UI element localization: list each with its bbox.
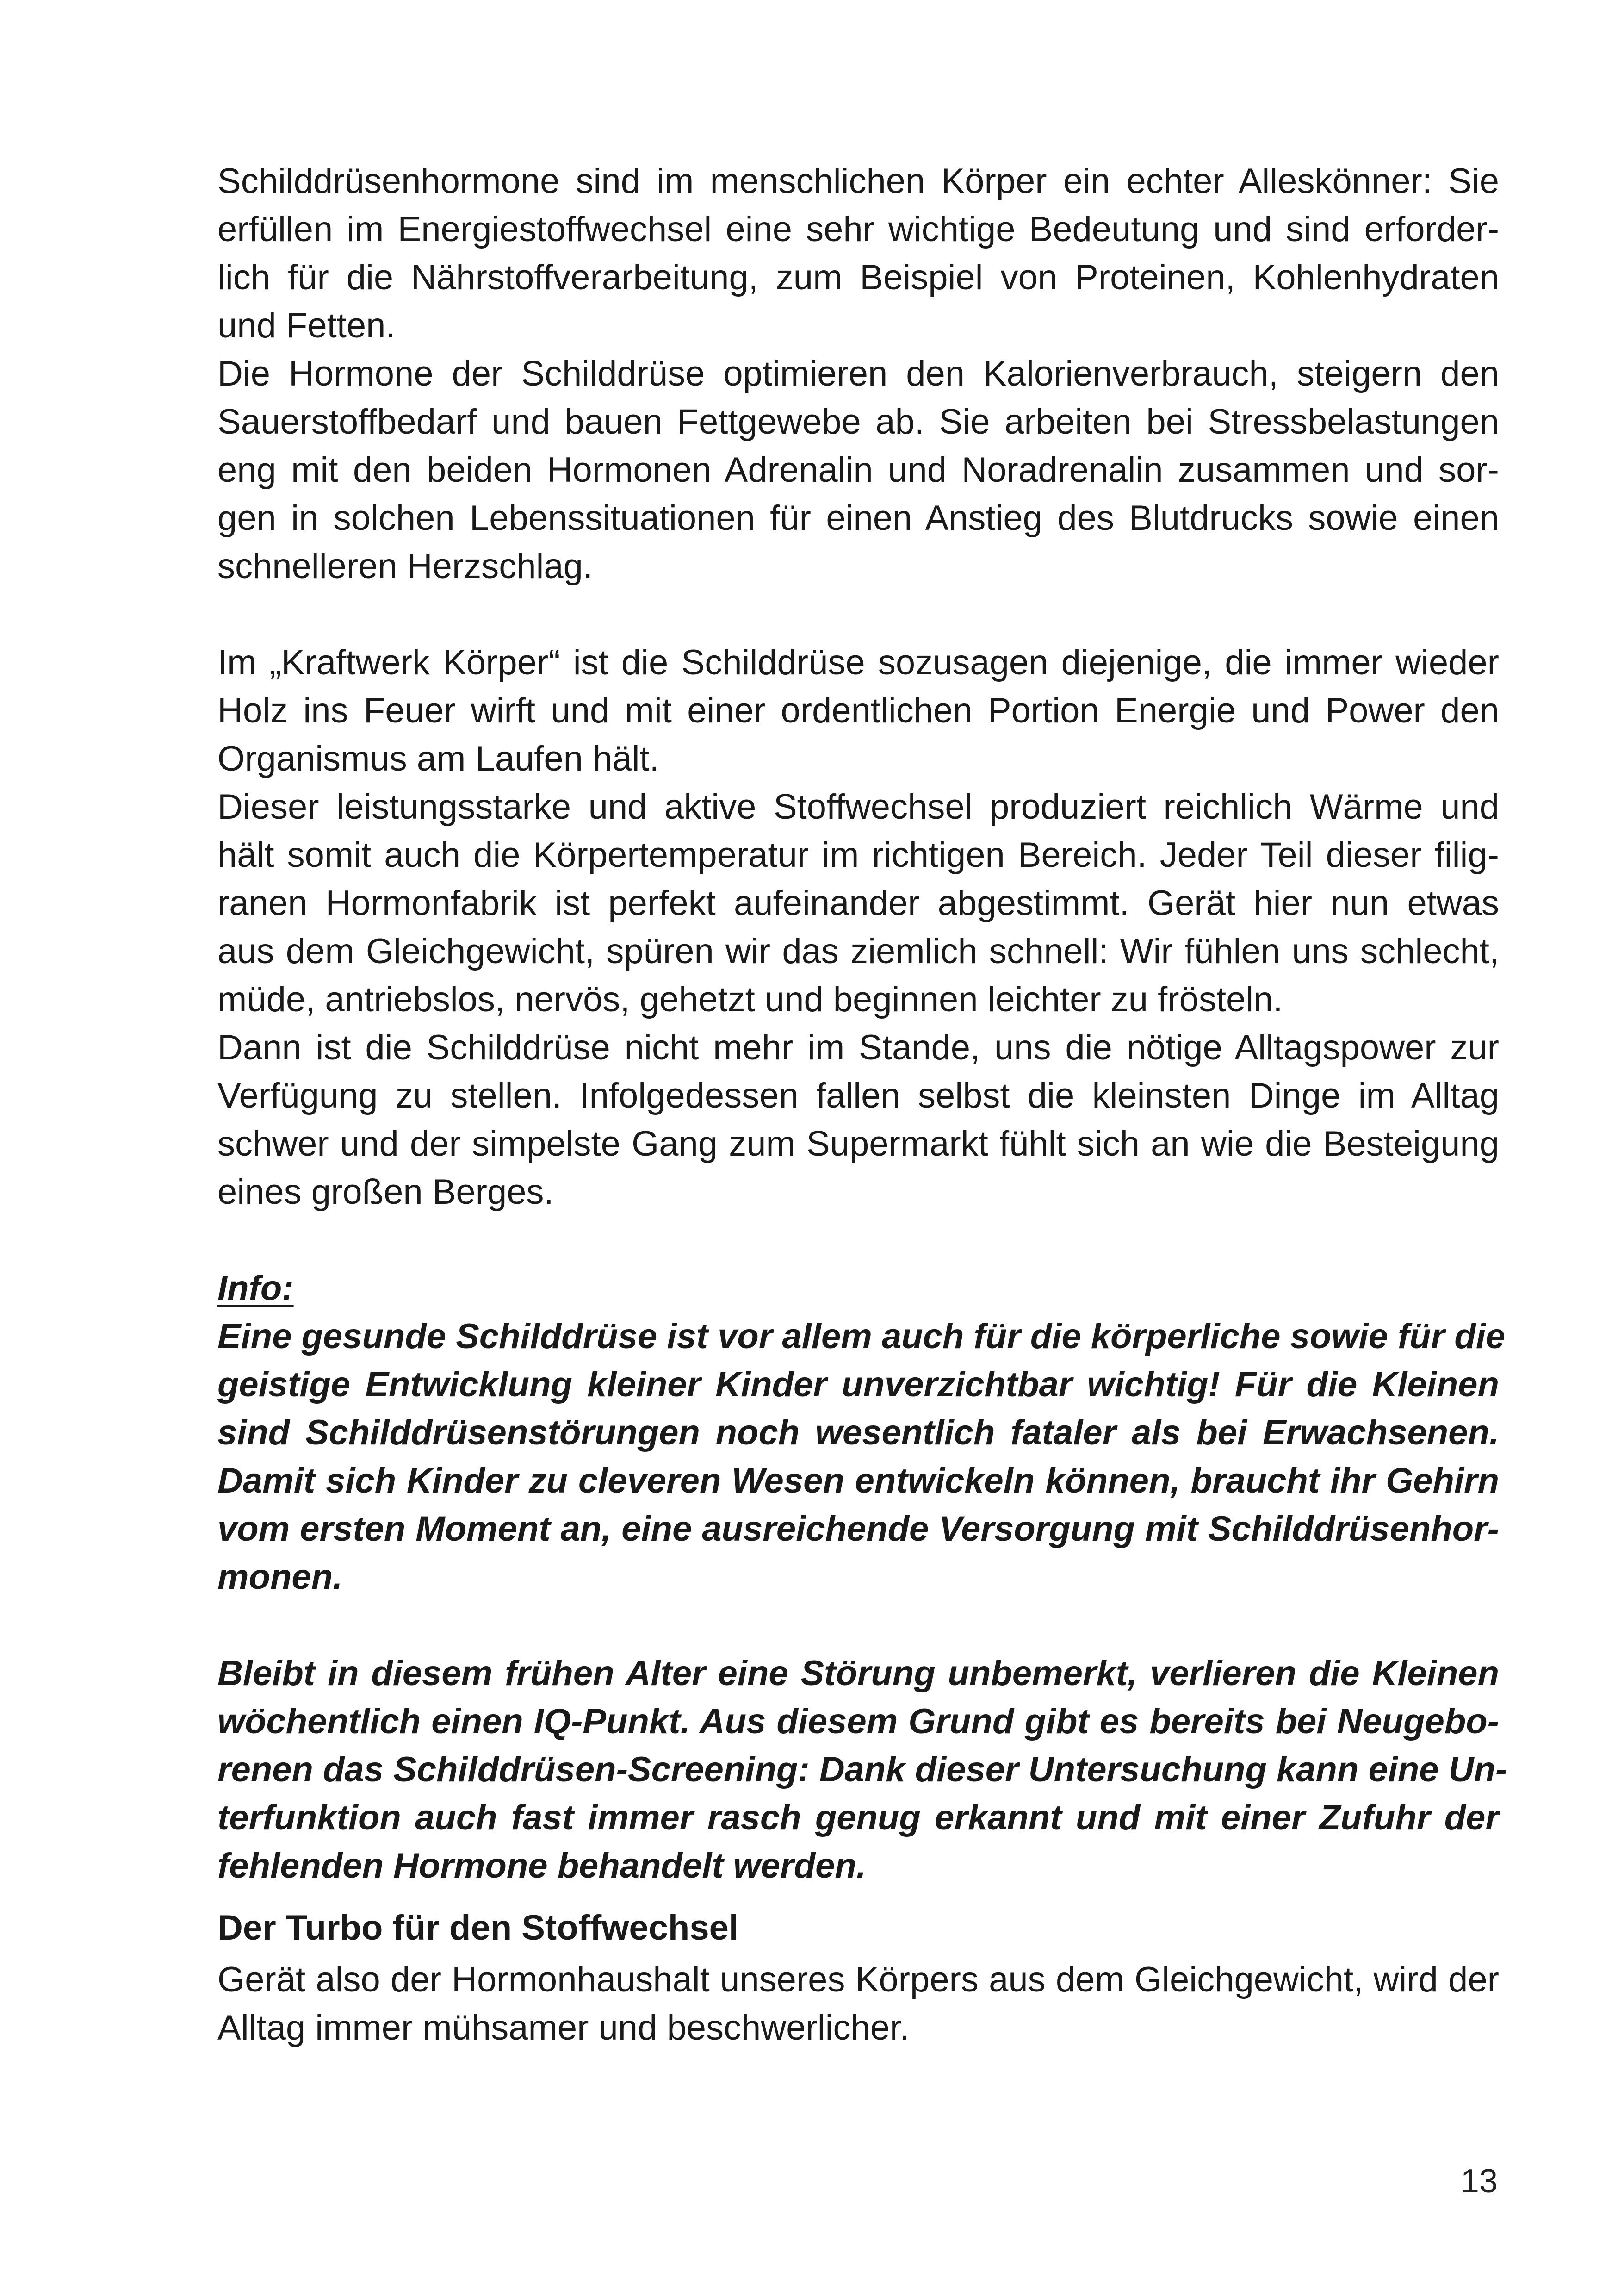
text-line: Schilddrüsenhormone sind im menschlichen Körper ein echter Alleskönner: Sie	[217, 162, 1499, 201]
text-line: renen das Schilddrüsen-Screening: Dank dieser Untersuchung kann eine Un-	[217, 1750, 1507, 1789]
text-line: Holz ins Feuer wirft und mit einer ordentlichen Portion Energie und Power den	[217, 691, 1499, 730]
page-number: 13	[1460, 2163, 1498, 2200]
text-line: hält somit auch die Körpertemperatur im richtigen Bereich. Jeder Teil dieser filig-	[217, 835, 1499, 875]
info-box	[217, 1264, 1507, 1890]
text-line: geistige Entwicklung kleiner Kinder unverzichtbar wichtig! Für die Kleinen	[217, 1365, 1499, 1404]
text-line: Dann ist die Schilddrüse nicht mehr im Stande, uns die nötige Alltagspower zur	[217, 1028, 1499, 1067]
paragraph-spacer	[217, 591, 1499, 639]
text-line: lich für die Nährstoffverarbeitung, zum Beispiel von Proteinen, Kohlenhydraten	[217, 258, 1499, 297]
text-line: müde, antriebslos, nervös, gehetzt und beginnen leichter zu frösteln.	[217, 980, 1283, 1019]
text-line: Im „Kraftwerk Körper“ ist die Schilddrüse sozusagen diejenige, die immer wieder	[217, 643, 1499, 682]
info-label: Info:	[217, 1269, 294, 1308]
info-paragraph	[217, 1313, 1506, 1601]
text-line: monen.	[217, 1557, 343, 1597]
text-line: Organismus am Laufen hält.	[217, 739, 659, 778]
paragraph	[217, 350, 1499, 591]
text-line: eng mit den beiden Hormonen Adrenalin und Noradrenalin zusammen und sor-	[217, 450, 1499, 490]
text-line: und Fetten.	[217, 306, 396, 345]
paragraph	[217, 639, 1499, 783]
paragraph-spacer	[217, 1601, 1499, 1649]
paragraph	[217, 783, 1499, 1024]
paragraph	[217, 1024, 1499, 1216]
paragraph-spacer	[217, 1216, 1499, 1264]
text-line: schwer und der simpelste Gang zum Supermarkt fühlt sich an wie die Besteigung	[217, 1124, 1499, 1164]
section-heading: Der Turbo für den Stoffwechsel	[217, 1908, 739, 1948]
text-line: Die Hormone der Schilddrüse optimieren den Kalorienverbrauch, steigern den	[217, 354, 1499, 393]
text-line: sind Schilddrüsenstörungen noch wesentlich fataler als bei Erwachsenen.	[217, 1413, 1499, 1452]
text-line: Sauerstoffbedarf und bauen Fettgewebe ab. Sie arbeiten bei Stressbelastungen	[217, 402, 1499, 442]
body-text	[217, 157, 1507, 2052]
text-line: fehlenden Hormone behandelt werden.	[217, 1846, 866, 1885]
text-line: Verfügung zu stellen. Infolgedessen fallen selbst die kleinsten Dinge im Alltag	[217, 1076, 1499, 1115]
text-line: terfunktion auch fast immer rasch genug erkannt und mit einer Zufuhr der	[217, 1798, 1499, 1837]
text-line: Alltag immer mühsamer und beschwerlicher.	[217, 2008, 910, 2047]
paragraph	[217, 157, 1499, 350]
text-line: Gerät also der Hormonhaushalt unseres Körpers aus dem Gleichgewicht, wird der	[217, 1960, 1499, 1999]
text-line: Damit sich Kinder zu cleveren Wesen entwickeln können, braucht ihr Gehirn	[217, 1461, 1499, 1500]
text-line: Dieser leistungsstarke und aktive Stoffwechsel produziert reichlich Wärme und	[217, 787, 1499, 827]
text-line: eines großen Berges.	[217, 1172, 554, 1212]
text-line: ranen Hormonfabrik ist perfekt aufeinander abgestimmt. Gerät hier nun etwas	[217, 884, 1499, 923]
info-paragraph	[217, 1649, 1507, 1890]
paragraph	[217, 1956, 1499, 2052]
text-line: wöchentlich einen IQ-Punkt. Aus diesem Grund gibt es bereits bei Neugebo-	[217, 1702, 1499, 1741]
text-line: schnelleren Herzschlag.	[217, 547, 593, 586]
text-line: erfüllen im Energiestoffwechsel eine sehr wichtige Bedeutung und sind erforder-	[217, 210, 1499, 249]
text-line: aus dem Gleichgewicht, spüren wir das ziemlich schnell: Wir fühlen uns schlecht,	[217, 932, 1499, 971]
text-line: vom ersten Moment an, eine ausreichende Versorgung mit Schilddrüsenhor-	[217, 1509, 1499, 1549]
text-line: Bleibt in diesem frühen Alter eine Störung unbemerkt, verlieren die Kleinen	[217, 1654, 1499, 1693]
text-line: Eine gesunde Schilddrüse ist vor allem auch für die körperliche sowie für die	[217, 1317, 1506, 1356]
text-line: gen in solchen Lebenssituationen für einen Anstieg des Blutdrucks sowie einen	[217, 498, 1499, 538]
